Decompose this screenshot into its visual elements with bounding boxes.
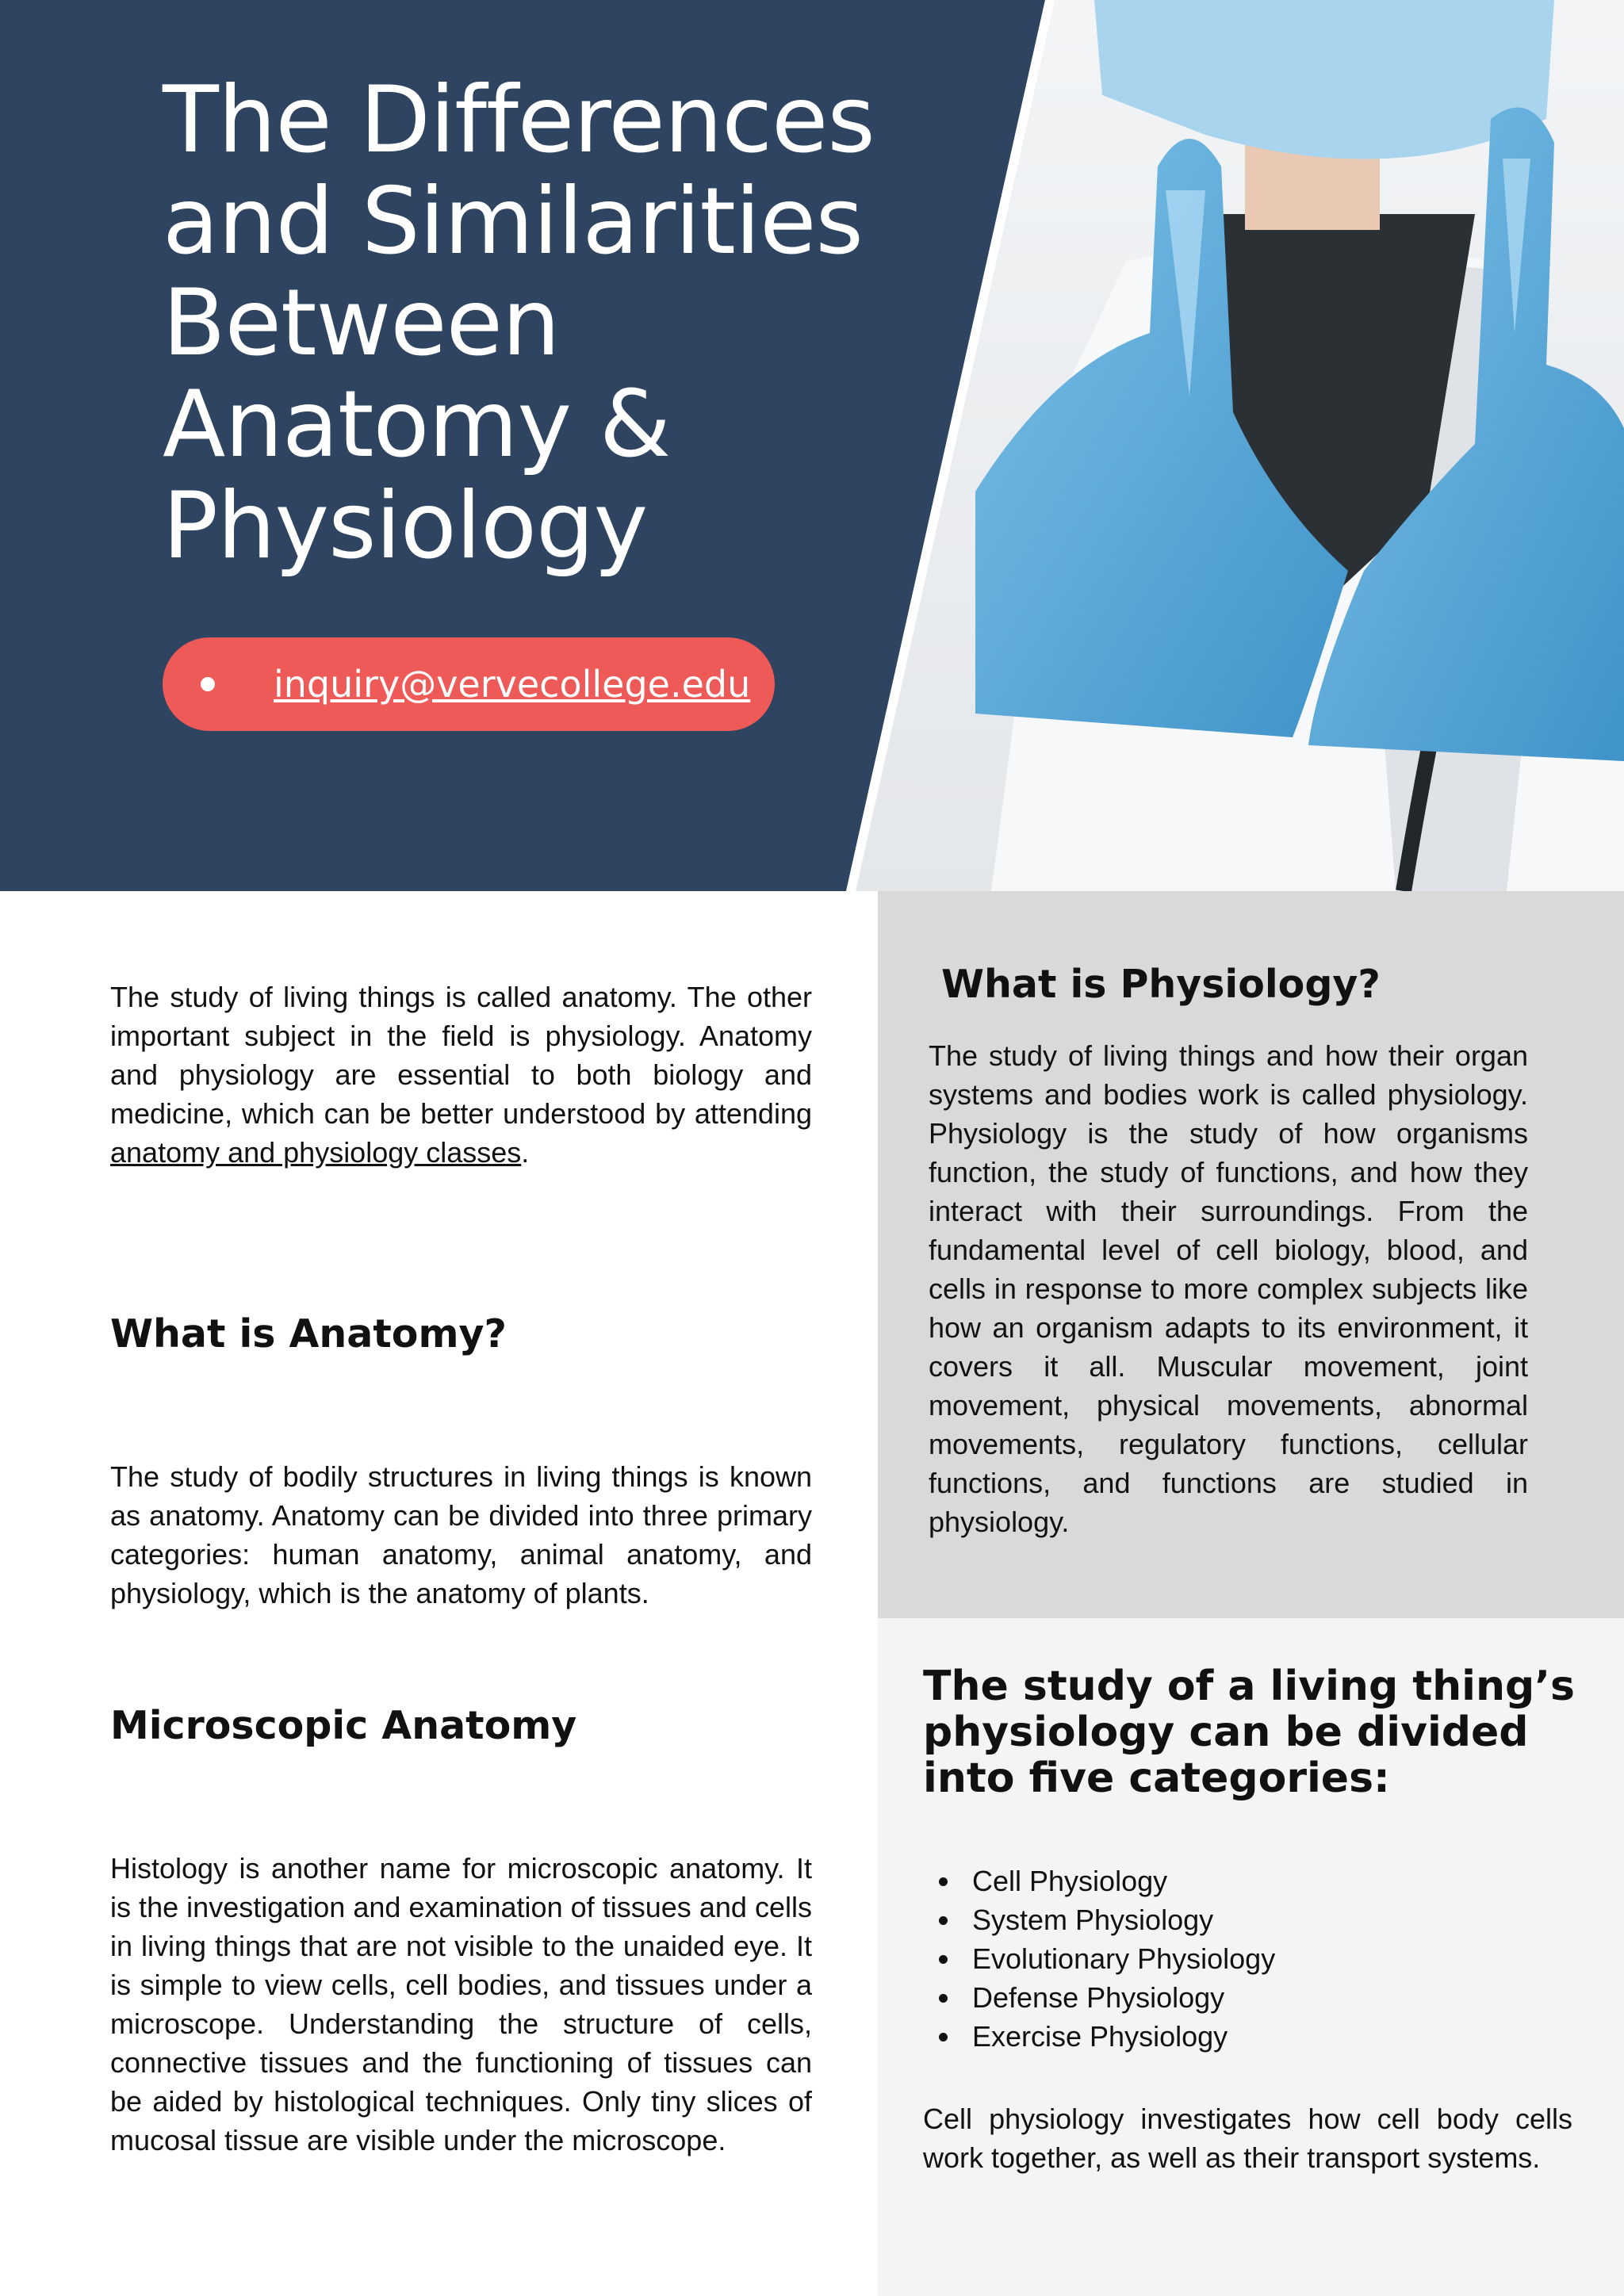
list-item: Cell Physiology xyxy=(923,1862,1275,1900)
list-item: Defense Physiology xyxy=(923,1978,1275,2017)
list-item: System Physiology xyxy=(923,1900,1275,1939)
bullet-icon xyxy=(201,677,215,691)
page-title: The Differences and Similarities Between Anatomy & Physiology xyxy=(163,67,875,580)
categories-list xyxy=(923,1862,1275,2056)
list-item: Exercise Physiology xyxy=(923,2017,1275,2056)
physiology-heading: What is Physiology? xyxy=(941,962,1381,1007)
classes-link[interactable]: anatomy and physiology classes xyxy=(110,1136,522,1169)
intro-paragraph xyxy=(110,978,812,1172)
microscopic-heading: Microscopic Anatomy xyxy=(110,1703,577,1748)
categories-heading: The study of a living thing’s physiology can be divided into five categories: xyxy=(923,1663,1575,1802)
hero-section xyxy=(0,0,1624,891)
email-pill[interactable] xyxy=(163,637,775,731)
categories-paragraph: Cell physiology investigates how cell body cells work together, as well as their transport systems. xyxy=(923,2103,1572,2174)
list-item: Evolutionary Physiology xyxy=(923,1939,1275,1978)
physiology-paragraph: The study of living things and how their organ systems and bodies work is called physiology. Physiology is the study of how organisms function, the study of functions, and how they interact with their surroundings. From the fundamental level of cell biology, blood, and cells in response to more complex subjects like how an organism adapts to its environment, it covers it all. Muscular movement, joint movement, physical movements, abnormal movements, regulatory functions, cellular functions, and functions are studied in physiology. xyxy=(929,1039,1528,1538)
email-link[interactable]: inquiry@vervecollege.edu xyxy=(274,663,751,706)
anatomy-paragraph: The study of bodily structures in living things is known as anatomy. Anatomy can be divided into three primary categories: human anatomy, animal anatomy, and physiology, which is the anatomy of plants. xyxy=(110,1460,812,1609)
intro-text: The study of living things is called anatomy. The other important subject in the field is physiology. Anatomy and physiology are essential to both biology and medicine, which can be better understood by attending xyxy=(110,981,812,1130)
intro-end: . xyxy=(521,1136,530,1169)
anatomy-heading: What is Anatomy? xyxy=(110,1311,507,1357)
microscopic-paragraph: Histology is another name for microscopic anatomy. It is the investigation and examination of tissues and cells in living things that are not visible to the unaided eye. It is simple to view cells, cell bodies, and tissues under a microscope. Understanding the structure of cells, connective tissues and the functioning of tissues can be aided by histological techniques. Only tiny slices of mucosal tissue are visible under the microscope. xyxy=(110,1852,812,2156)
